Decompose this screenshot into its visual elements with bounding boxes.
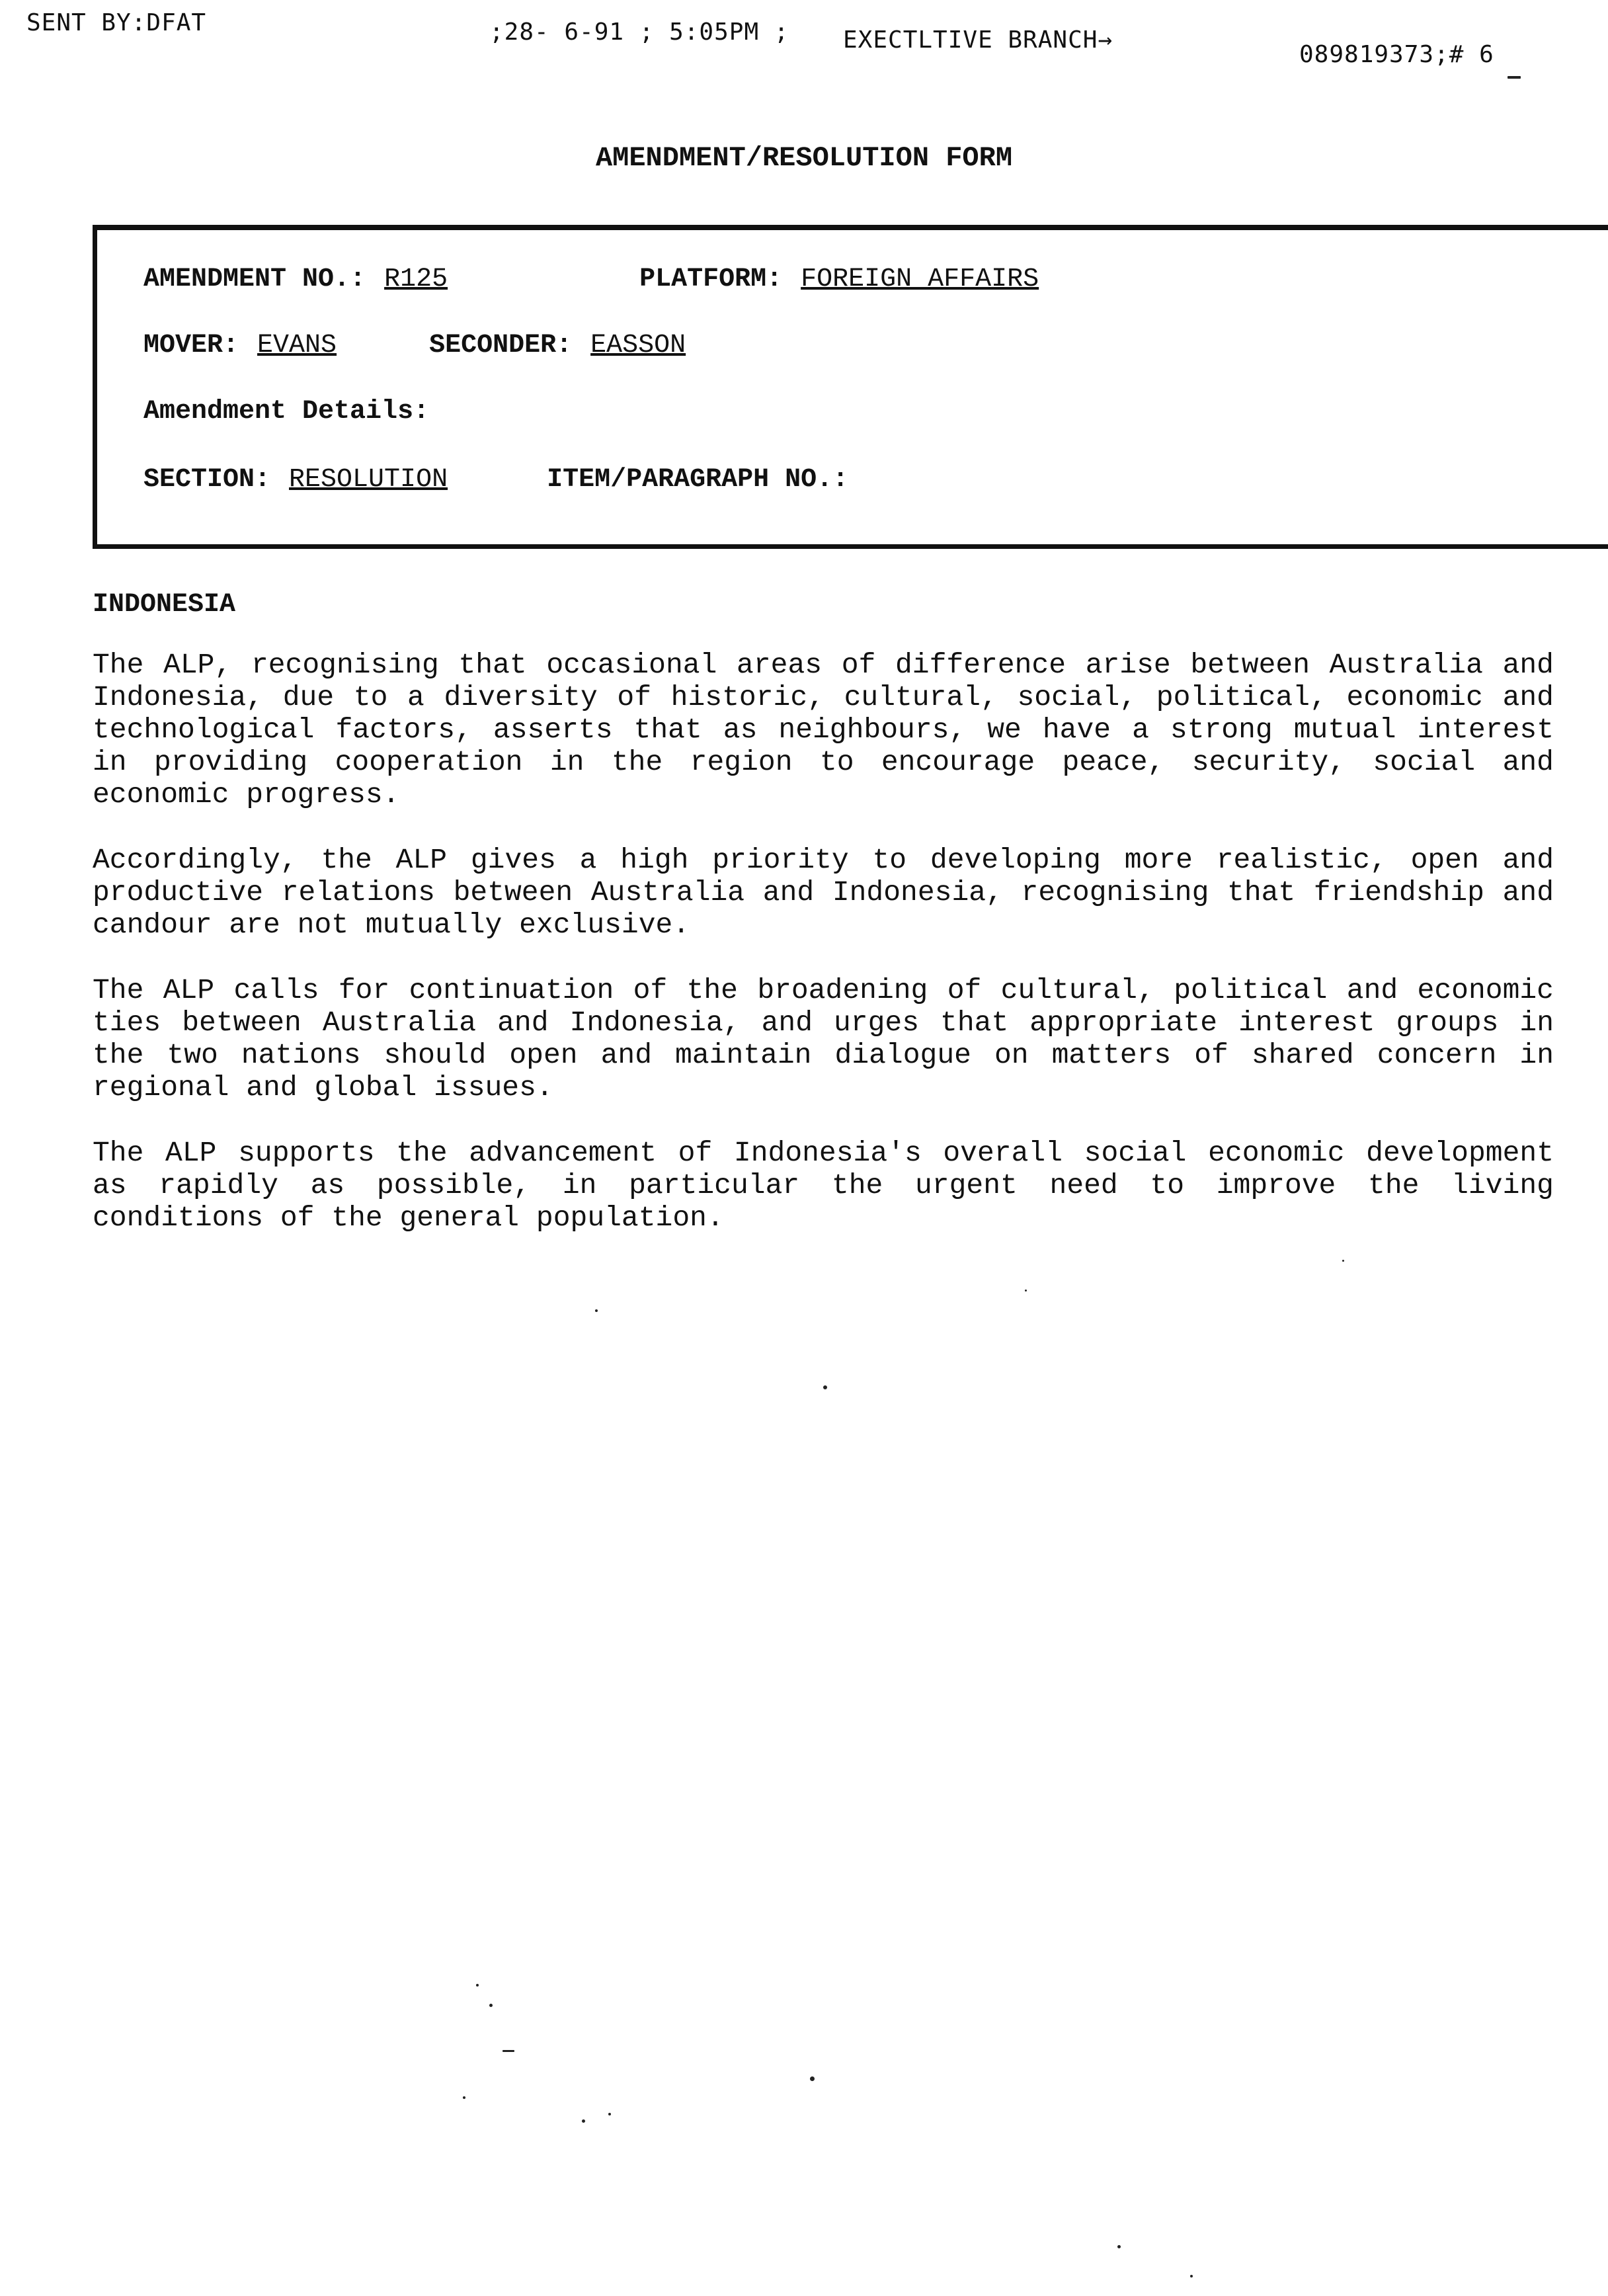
scan-speck [608,2113,611,2115]
scan-speck [1117,2245,1121,2248]
document-body [93,589,1554,1267]
paragraph-4: The ALP supports the advancement of Indonesia's overall social economic development as rapidly as possible, in particular the urgent need to improve the living conditions of the general population. [93,1137,1554,1234]
fax-sender: SENT BY:DFAT [26,9,207,36]
scan-speck [1190,2275,1193,2277]
details-row [143,397,429,427]
mover-row [143,331,686,360]
fax-recipient: EXECTLTIVE BRANCH→ [843,26,1113,54]
mover-value: EVANS [257,331,337,360]
paragraph-3: The ALP calls for continuation of the broadening of cultural, political and economic ties between Australia and Indonesia, and urges that appropriate interest groups in the two nations should open and maintain dialogue on matters of shared concern in regional and global issues. [93,974,1554,1104]
fax-date-time: ;28- 6-91 ; 5:05PM ; [489,19,789,46]
amendment-no-label: AMENDMENT NO.: [143,265,366,294]
paragraph-1: The ALP, recognising that occasional areas of difference arise between Australia and Indonesia, due to a diversity of historic, cultural, social, political, economic and technological factors, asserts that as neighbours, we have a strong mutual interest in providing cooperation in the region to encourage peace, security, social and economic progress. [93,649,1554,811]
scan-speck [1025,1290,1027,1292]
scan-speck [476,1984,479,1987]
section-label: SECTION: [143,465,271,495]
section-row [143,465,848,495]
paragraph-2: Accordingly, the ALP gives a high priority to developing more realistic, open and productive relations between Australia and Indonesia, recognising that friendship and candour are not mutually exclusive. [93,844,1554,941]
scan-speck [1508,76,1521,79]
fax-number: 089819373;# 6 [1299,41,1494,68]
platform-label: PLATFORM: [639,265,783,294]
scan-speck [810,2076,815,2081]
section-heading: INDONESIA [93,590,236,620]
seconder-value: EASSON [590,331,686,360]
scan-speck [595,1309,598,1312]
amendment-details-label: Amendment Details: [143,397,430,427]
scan-speck [1342,1260,1344,1262]
seconder-label: SECONDER: [429,331,573,360]
scan-speck [582,2119,585,2123]
form-title: AMENDMENT/RESOLUTION FORM [595,142,1013,174]
scan-speck [823,1385,827,1389]
amendment-form-box [93,225,1608,549]
platform-value: FOREIGN AFFAIRS [801,265,1039,294]
scan-speck [463,2096,465,2099]
mover-label: MOVER: [143,331,239,360]
item-paragraph-label: ITEM/PARAGRAPH NO.: [547,465,849,495]
amendment-no-value: R125 [384,265,448,294]
scan-speck [502,2050,514,2052]
section-value: RESOLUTION [289,465,448,495]
amendment-row [143,265,1039,294]
scan-speck [489,2004,493,2007]
